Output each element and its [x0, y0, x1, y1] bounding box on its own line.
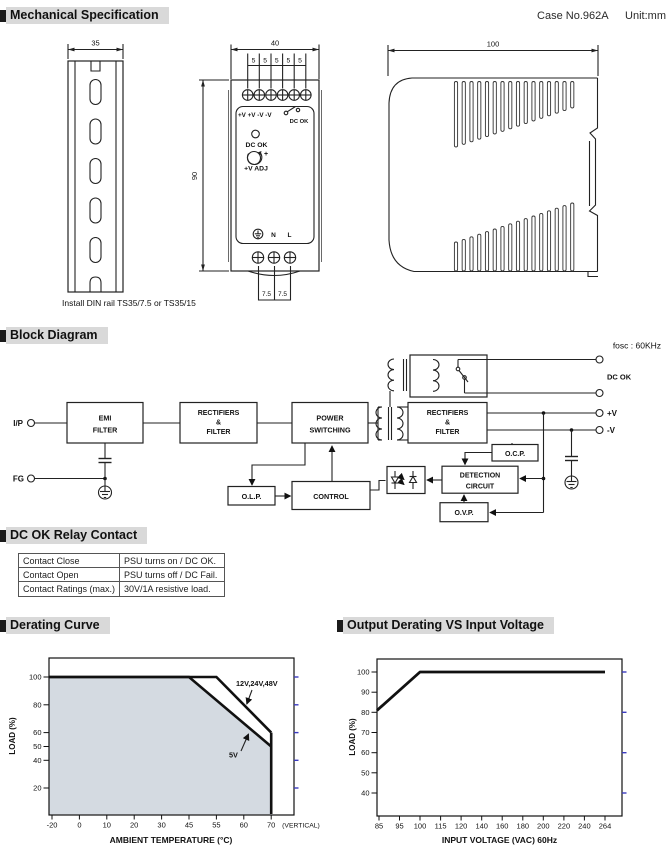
side-view-drawing: [388, 40, 598, 277]
fosc-label: fosc : 60KHz: [612, 340, 661, 351]
section-title: Block Diagram: [6, 327, 108, 344]
rail-caption: Install DIN rail TS35/7.5 or TS35/15: [62, 298, 196, 308]
y-tick-label: 40: [361, 788, 370, 798]
rectifiers-filter-block-2: [408, 403, 487, 444]
front-view-drawing: [190, 39, 322, 301]
svg-text:O.V.P.: O.V.P.: [454, 510, 474, 517]
svg-text:FILTER: FILTER: [206, 429, 231, 436]
x-tick-label: 0: [77, 820, 82, 830]
x-tick-label: 70: [267, 820, 276, 830]
fg-label: FG: [12, 474, 24, 484]
x-tick-label: -20: [46, 820, 58, 830]
y-tick-label: 60: [33, 728, 42, 738]
x-tick-label: 160: [495, 821, 509, 831]
input-terminal-icon: [28, 420, 35, 427]
mechanical-drawing: [0, 0, 669, 330]
y-tick-label: 50: [33, 742, 42, 751]
din-rail-drawing: [62, 39, 196, 309]
y-tick-label: 90: [361, 687, 370, 697]
vplus-label: +V: [607, 409, 618, 418]
vminus-terminal-icon: [596, 427, 603, 434]
section-header-relay-contact: [0, 527, 147, 544]
table-row: [19, 568, 225, 582]
dc-ok-terminal-icon: [596, 356, 603, 363]
block-diagram: [0, 330, 669, 525]
line-label: L: [287, 232, 292, 239]
output-ground-icon: [565, 430, 578, 489]
svg-text:&: &: [215, 419, 222, 427]
y-tick-label: 20: [33, 783, 42, 793]
x-tick-label: 100: [413, 821, 427, 831]
x-axis-note: (VERTICAL): [282, 822, 320, 830]
x-tick-label: 85: [374, 821, 384, 831]
svg-text:CONTROL: CONTROL: [313, 492, 349, 501]
x-tick-label: 20: [130, 820, 139, 830]
svg-text:EMI: EMI: [98, 413, 112, 423]
x-tick-label: 45: [184, 820, 194, 830]
relay-contact-table: [18, 553, 225, 597]
section-title: Output Derating VS Input Voltage: [343, 617, 554, 634]
row-label: Contact Close: [19, 554, 120, 568]
y-tick-label: 100: [356, 667, 370, 677]
detection-circuit-block: [442, 466, 518, 493]
led-label: DC OK: [245, 142, 268, 149]
table-row: [19, 554, 225, 568]
load-line: [377, 672, 605, 710]
y-tick-label: 70: [361, 728, 370, 737]
pitch-dim: 7.5: [261, 291, 272, 298]
x-tick-label: 200: [537, 821, 550, 831]
front-height-dim: 90: [190, 171, 199, 181]
row-label: Contact Ratings (max.): [19, 582, 120, 596]
x-tick-label: 240: [578, 821, 591, 831]
neutral-label: N: [271, 232, 276, 239]
fg-terminal-icon: [28, 475, 35, 482]
row-value: PSU turns off / DC Fail.: [120, 568, 225, 582]
row-value: 30V/1A resistive load.: [120, 582, 225, 596]
y-tick-label: 60: [361, 748, 370, 758]
rectifiers-filter-block-1: [180, 403, 257, 444]
derating-curve-chart: [8, 658, 320, 845]
pitch-dim: 5: [298, 57, 302, 65]
emi-filter-block: [67, 403, 143, 444]
x-tick-label: 95: [395, 821, 404, 831]
y-tick-label: 50: [361, 768, 370, 778]
y-tick-label: 80: [361, 707, 370, 717]
unit-note: Unit:mm: [625, 10, 666, 22]
svg-text:&: &: [444, 419, 451, 427]
main-transformer-icon: [376, 407, 408, 440]
x-tick-label: 140: [475, 821, 488, 831]
ocp-block: [492, 445, 538, 462]
adj-label: +V ADJ: [244, 165, 268, 173]
series-label-12v: 12V,24V,48V: [236, 679, 278, 688]
pitch-dim: 5: [263, 57, 267, 65]
svg-text:O.L.P.: O.L.P.: [241, 492, 262, 501]
y-axis-label: LOAD (%): [8, 717, 17, 755]
optocoupler-icon: [387, 467, 425, 494]
x-axis-label: AMBIENT TEMPERATURE (°C): [109, 835, 233, 845]
vent-slots-top: [454, 82, 573, 148]
front-width-dim: 40: [270, 38, 280, 48]
relay-small-label: DC OK: [289, 119, 309, 125]
charts: [0, 610, 669, 865]
vplus-terminal-icon: [596, 410, 603, 417]
row-value: PSU turns on / DC OK.: [120, 554, 225, 568]
table-row: [19, 582, 225, 596]
dc-ok-terminal-icon: [596, 390, 603, 397]
pitch-dim: 5: [274, 57, 279, 65]
x-tick-label: 30: [157, 820, 166, 830]
ovp-block: [440, 503, 488, 522]
svg-text:CIRCUIT: CIRCUIT: [465, 483, 495, 491]
rail-width-dim: 35: [91, 38, 100, 48]
pitch-dim: 7.5: [277, 291, 288, 298]
terminal-labels: +V +V -V -V: [238, 112, 272, 119]
svg-text:SWITCHING: SWITCHING: [309, 425, 351, 435]
x-tick-label: 180: [516, 821, 530, 831]
vminus-label: -V: [607, 426, 615, 435]
svg-text:O.C.P.: O.C.P.: [504, 451, 526, 458]
case-number: Case No.962A: [537, 10, 608, 22]
power-switching-block: [292, 403, 368, 444]
x-tick-label: 120: [454, 821, 468, 831]
svg-text:FILTER: FILTER: [435, 429, 460, 436]
dc-ok-output-label: DC OK: [607, 372, 632, 382]
x-tick-label: 264: [598, 821, 612, 831]
front-height-dim-group: [190, 80, 229, 271]
section-title: DC OK Relay Contact: [6, 527, 147, 544]
pitch-dim: 5: [251, 57, 256, 65]
svg-text:RECTIFIERS: RECTIFIERS: [197, 410, 240, 417]
x-tick-label: 115: [434, 821, 447, 831]
input-label: I/P: [13, 419, 23, 428]
x-tick-label: 10: [102, 820, 111, 830]
x-axis-label: INPUT VOLTAGE (VAC) 60Hz: [441, 835, 558, 845]
section-title: Derating Curve: [6, 617, 110, 634]
dc-ok-relay-block: [388, 355, 487, 407]
output-derating-chart: [348, 659, 627, 845]
olp-block: [228, 487, 275, 506]
section-title: Mechanical Specification: [6, 7, 169, 24]
adj-plus: +: [264, 151, 269, 158]
svg-text:FILTER: FILTER: [92, 425, 118, 435]
y-tick-label: 100: [28, 672, 42, 682]
x-tick-label: 55: [212, 820, 221, 830]
vent-slots-bottom: [454, 203, 573, 271]
svg-text:RECTIFIERS: RECTIFIERS: [426, 410, 469, 417]
svg-text:POWER: POWER: [316, 413, 344, 423]
y-axis-label: LOAD (%): [348, 718, 357, 756]
x-tick-label: 220: [557, 821, 571, 831]
fg-ground-icon: [99, 443, 112, 499]
row-label: Contact Open: [19, 568, 120, 582]
control-block: [292, 482, 370, 510]
svg-text:DETECTION: DETECTION: [459, 472, 501, 480]
y-tick-label: 40: [33, 755, 42, 765]
x-tick-label: 60: [239, 820, 248, 830]
series-label-5v: 5V: [229, 750, 238, 760]
y-tick-label: 80: [33, 700, 42, 710]
depth-dim: 100: [486, 39, 500, 49]
pitch-dim: 5: [286, 57, 291, 65]
